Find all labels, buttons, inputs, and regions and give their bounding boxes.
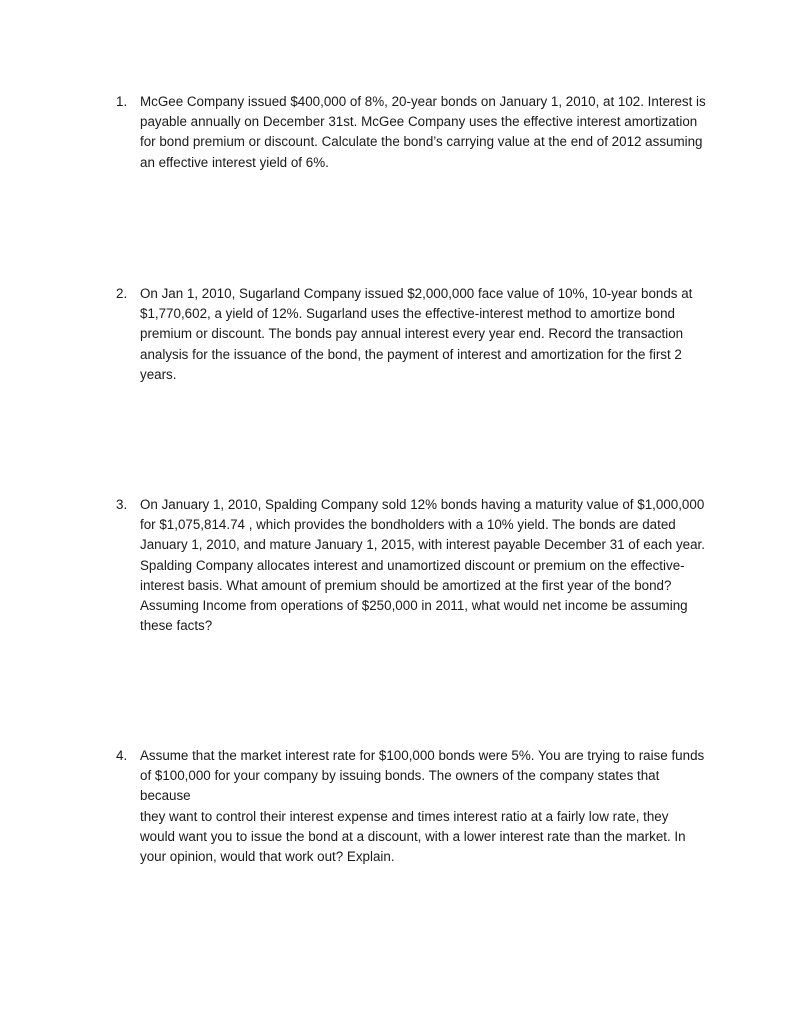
question-number: 1. — [116, 94, 128, 109]
question-number: 3. — [116, 497, 128, 512]
question-1 — [116, 92, 706, 173]
question-text: On Jan 1, 2010, Sugarland Company issued $2,000,000 face value of 10%, 10-year bonds at $1,770,602, a yield of 12%. Sugarland uses the effective-interest method to amortize bond premium or discount. The bonds pay annual interest every year end. Record the transaction analysis for the issuance of the bond, the payment of interest and amortization for the first 2 years. — [140, 286, 693, 382]
question-2 — [116, 284, 706, 385]
question-text: McGee Company issued $400,000 of 8%, 20-year bonds on January 1, 2010, at 102. Interest is payable annually on December 31st. McGee Company uses the effective interest amortization for bond premium or discount. Calculate the bond’s carrying value at the end of 2012 assuming an effective interest yield of 6%. — [140, 94, 706, 170]
question-number: 2. — [116, 286, 128, 301]
question-text: On January 1, 2010, Spalding Company sold 12% bonds having a maturity value of $1,000,000 for $1,075,814.74 , which provides the bondholders with a 10% yield. The bonds are dated January 1, 2010, and mature January 1, 2015, with interest payable December 31 of each year. Spalding Company allocates interest and unamortized discount or premium on the effective- interest basis. What amount of premium should be amortized at the first year of the bond? Assuming Income from operations of $250,000 in 2011, what would net income be assuming these facts? — [140, 497, 705, 634]
question-number: 4. — [116, 748, 128, 763]
question-4 — [116, 746, 706, 867]
question-3 — [116, 495, 706, 636]
question-text: Assume that the market interest rate for $100,000 bonds were 5%. You are trying to raise funds of $100,000 for your company by issuing bonds. The owners of the company states that because they want to control their interest expense and times interest ratio at a fairly low rate, they would want you to issue the bond at a discount, with a lower interest rate than the market. In your opinion, would that work out? Explain. — [140, 748, 705, 865]
